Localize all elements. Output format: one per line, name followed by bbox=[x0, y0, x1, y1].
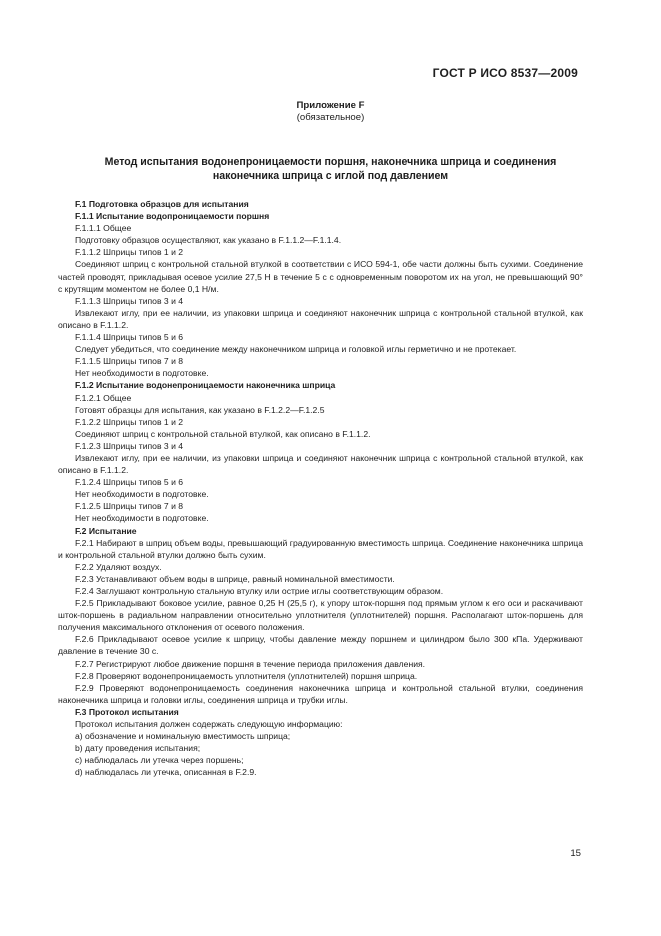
paragraph: Подготовку образцов осуществляют, как указано в F.1.1.2—F.1.1.4. bbox=[75, 235, 342, 246]
section-heading: F.1.1 Испытание водопроницаемости поршня bbox=[75, 211, 270, 222]
paragraph: F.1.1.5 Шприцы типов 7 и 8 bbox=[75, 356, 184, 367]
paragraph: Нет необходимости в подготовке. bbox=[75, 513, 209, 524]
paragraph: Извлекают иглу, при ее наличии, из упаковки шприца и соединяют наконечник шприца с контрольной стальной втулкой, как описано в F.1.1.2. bbox=[58, 452, 583, 476]
paragraph: F.2.3 Устанавливают объем воды в шприце, равный номинальной вместимости. bbox=[75, 573, 395, 584]
paragraph: F.2.4 Заглушают контрольную стальную втулку или острие иглы соответствующим образом. bbox=[75, 586, 444, 596]
paragraph: F.1.2.4 Шприцы типов 5 и 6 bbox=[75, 477, 184, 488]
paragraph: F.2.9 Проверяют водонепроницаемость соединения наконечника шприца и контрольной стальной втулки, соединения наконечника шприца и головки иглы, соединения шприца и трубки иглы. bbox=[58, 682, 583, 705]
section-heading: F.1 Подготовка образцов для испытания bbox=[75, 199, 249, 209]
paragraph: Нет необходимости в подготовке. bbox=[75, 489, 209, 500]
paragraph: Нет необходимости в подготовке. bbox=[75, 368, 209, 379]
annex-heading bbox=[0, 100, 661, 123]
paragraph: а) обозначение и номинальную вместимость шприца; bbox=[75, 731, 291, 742]
paragraph: F.2.1 Набирают в шприц объем воды, превышающий градуированную вместимость шприца. Соединение наконечника шприца и контрольной стальной втулки должно быть сухим. bbox=[58, 537, 583, 560]
section-heading: F.1.2 Испытание водонепроницаемости наконечника шприца bbox=[75, 380, 336, 391]
paragraph: F.1.2.1 Общее bbox=[75, 392, 132, 403]
paragraph: Готовят образцы для испытания, как указано в F.1.2.2—F.1.2.5 bbox=[75, 404, 325, 415]
paragraph: F.1.1.1 Общее bbox=[75, 223, 132, 234]
paragraph: F.2.5 Прикладывают боковое усилие, равное 0,25 Н (25,5 г), к упору шток-поршня под прямым углом к его оси и раскачивают шток-поршень в радиальном направлении относительно уплотнителя (уплотнителей) поршня. Располагают шток-поршень для получения максимального отклонения от осевого положения. bbox=[58, 598, 583, 633]
paragraph: d) наблюдалась ли утечка, описанная в F.2.9. bbox=[75, 767, 257, 778]
document-body bbox=[58, 198, 583, 779]
paragraph: Соединяют шприц с контрольной стальной втулкой в соответствии с ИСО 594-1, обе части должны быть сухими. Соединение частей проводят, прикладывая осевое усилие 27,5 Н в течение 5 с с одновременным поворотом их на угол, не превышающий 90° с крутящим моментом не более 0,1 Н/м. bbox=[58, 259, 583, 294]
paragraph: Следует убедиться, что соединение между наконечником шприца и головкой иглы герметично и не протекает. bbox=[75, 344, 517, 355]
paragraph: F.1.1.2 Шприцы типов 1 и 2 bbox=[75, 247, 184, 258]
paragraph: c) наблюдалась ли утечка через поршень; bbox=[75, 755, 244, 766]
paragraph: F.1.1.4 Шприцы типов 5 и 6 bbox=[75, 332, 184, 343]
annex-status: (обязательное) bbox=[296, 111, 365, 123]
paragraph: F.2.8 Проверяют водонепроницаемость уплотнителя (уплотнителей) поршня шприца. bbox=[75, 670, 418, 681]
page-number: 15 bbox=[570, 848, 581, 859]
paragraph: F.2.7 Регистрируют любое движение поршня в течение периода приложения давления. bbox=[75, 658, 426, 669]
paragraph: b) дату проведения испытания; bbox=[75, 743, 201, 754]
standard-designation: ГОСТ Р ИСО 8537—2009 bbox=[432, 66, 578, 80]
paragraph: F.2.2 Удаляют воздух. bbox=[75, 561, 162, 572]
paragraph: F.2.6 Прикладывают осевое усилие к шприцу, чтобы давление между поршнем и цилиндром было 300 кПа. Удерживают давление в течение 30 с. bbox=[58, 634, 583, 657]
paragraph: Протокол испытания должен содержать следующую информацию: bbox=[75, 719, 343, 730]
section-heading: F.3 Протокол испытания bbox=[75, 706, 179, 717]
annex-title: Метод испытания водонепроницаемости поршня, наконечника шприца и соединения наконечника шприца с иглой под давлением bbox=[104, 156, 557, 182]
paragraph: Извлекают иглу, при ее наличии, из упаковки шприца и соединяют наконечник шприца с контрольной стальной втулкой, как описано в F.1.1.2. bbox=[58, 307, 583, 330]
paragraph: F.1.2.2 Шприцы типов 1 и 2 bbox=[75, 416, 184, 427]
paragraph: Соединяют шприц с контрольной стальной втулкой, как описано в F.1.1.2. bbox=[75, 428, 371, 439]
section-heading: F.2 Испытание bbox=[75, 525, 137, 536]
paragraph: F.1.1.3 Шприцы типов 3 и 4 bbox=[75, 295, 184, 306]
paragraph: F.1.2.3 Шприцы типов 3 и 4 bbox=[75, 440, 184, 451]
annex-label: Приложение F bbox=[296, 100, 365, 111]
paragraph: F.1.2.5 Шприцы типов 7 и 8 bbox=[75, 501, 184, 512]
